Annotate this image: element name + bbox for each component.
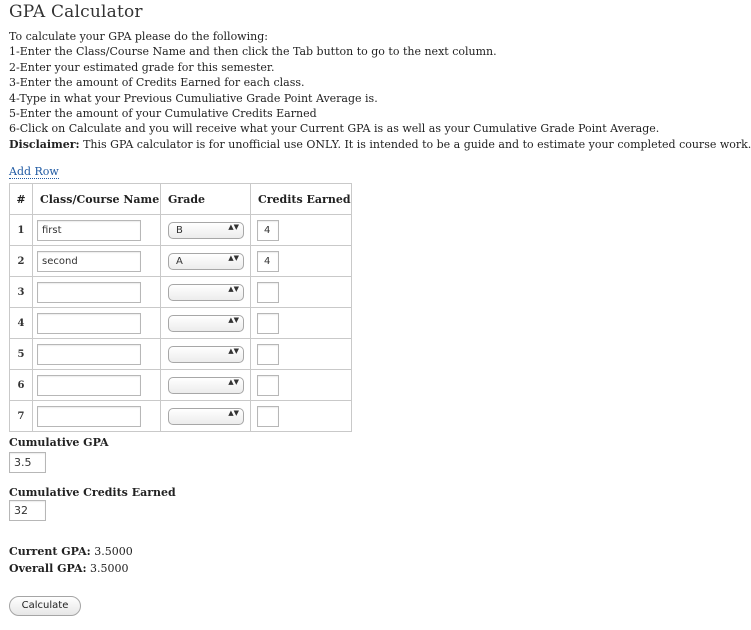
credits-input[interactable] bbox=[257, 375, 279, 396]
course-name-input[interactable] bbox=[37, 313, 141, 334]
course-name-input[interactable] bbox=[37, 344, 141, 365]
cumulative-credits-label: Cumulative Credits Earned bbox=[9, 486, 176, 499]
credits-input[interactable] bbox=[257, 220, 279, 241]
instructions bbox=[9, 29, 751, 152]
row-number: 2 bbox=[10, 246, 33, 277]
row-number: 3 bbox=[10, 277, 33, 308]
course-name-input[interactable] bbox=[37, 220, 141, 241]
row-number: 7 bbox=[10, 401, 33, 432]
grade-select[interactable] bbox=[168, 408, 244, 425]
credits-input[interactable] bbox=[257, 282, 279, 303]
select-arrows-icon: ▲▼ bbox=[228, 284, 239, 293]
credits-input[interactable] bbox=[257, 313, 279, 334]
grade-select[interactable] bbox=[168, 253, 244, 270]
select-arrows-icon: ▲▼ bbox=[228, 408, 239, 417]
current-gpa-value: 3.5000 bbox=[90, 545, 133, 558]
header-course-name: Class/Course Name bbox=[33, 184, 161, 215]
table-header-row bbox=[10, 184, 352, 215]
grade-select[interactable] bbox=[168, 377, 244, 394]
credits-input[interactable] bbox=[257, 251, 279, 272]
instruction-line: 3-Enter the amount of Credits Earned for each class. bbox=[9, 76, 305, 90]
add-row-link[interactable]: Add Row bbox=[9, 165, 59, 178]
header-grade: Grade bbox=[161, 184, 251, 215]
grade-value: A bbox=[176, 255, 183, 267]
disclaimer bbox=[9, 137, 751, 152]
cumulative-gpa-input[interactable] bbox=[9, 452, 46, 473]
grade-select[interactable] bbox=[168, 222, 244, 239]
cumulative-credits-input[interactable] bbox=[9, 500, 46, 521]
grade-select[interactable] bbox=[168, 315, 244, 332]
select-arrows-icon: ▲▼ bbox=[228, 377, 239, 386]
table-row bbox=[10, 370, 352, 401]
current-gpa-result bbox=[9, 545, 133, 558]
select-arrows-icon: ▲▼ bbox=[228, 222, 239, 231]
cumulative-gpa-label: Cumulative GPA bbox=[9, 436, 109, 449]
instruction-line: 1-Enter the Class/Course Name and then click the Tab button to go to the next column. bbox=[9, 45, 497, 59]
header-number: # bbox=[10, 184, 33, 215]
instruction-line: 2-Enter your estimated grade for this semester. bbox=[9, 60, 275, 74]
course-name-input[interactable] bbox=[37, 251, 141, 272]
table-row bbox=[10, 401, 352, 432]
grade-select[interactable] bbox=[168, 346, 244, 363]
course-name-input[interactable] bbox=[37, 375, 141, 396]
select-arrows-icon: ▲▼ bbox=[228, 253, 239, 262]
overall-gpa-result bbox=[9, 562, 129, 575]
overall-gpa-value: 3.5000 bbox=[86, 562, 129, 575]
course-name-input[interactable] bbox=[37, 282, 141, 303]
table-row bbox=[10, 339, 352, 370]
instruction-line: 6-Click on Calculate and you will receive what your Current GPA is as well as your Cumulative Grade Point Average. bbox=[9, 122, 660, 136]
instruction-line: 5-Enter the amount of your Cumulative Credits Earned bbox=[9, 107, 317, 121]
disclaimer-label: Disclaimer: bbox=[9, 137, 80, 151]
row-number: 6 bbox=[10, 370, 33, 401]
table-row bbox=[10, 215, 352, 246]
instruction-line: 4-Type in what your Previous Cumuliative Grade Point Average is. bbox=[9, 91, 378, 105]
course-name-input[interactable] bbox=[37, 406, 141, 427]
calculate-button[interactable]: Calculate bbox=[9, 596, 81, 616]
disclaimer-text: This GPA calculator is for unofficial use ONLY. It is intended to be a guide and to estimate your completed course work. bbox=[79, 137, 751, 151]
table-row bbox=[10, 308, 352, 339]
grade-value: B bbox=[176, 224, 183, 236]
overall-gpa-label: Overall GPA: bbox=[9, 562, 87, 575]
row-number: 4 bbox=[10, 308, 33, 339]
instruction-line: To calculate your GPA please do the following: bbox=[9, 30, 268, 43]
courses-table bbox=[9, 183, 352, 432]
current-gpa-label: Current GPA: bbox=[9, 545, 91, 558]
row-number: 5 bbox=[10, 339, 33, 370]
select-arrows-icon: ▲▼ bbox=[228, 315, 239, 324]
credits-input[interactable] bbox=[257, 344, 279, 365]
select-arrows-icon: ▲▼ bbox=[228, 346, 239, 355]
table-row bbox=[10, 277, 352, 308]
page-title: GPA Calculator bbox=[9, 2, 143, 22]
table-row bbox=[10, 246, 352, 277]
row-number: 1 bbox=[10, 215, 33, 246]
grade-select[interactable] bbox=[168, 284, 244, 301]
header-credits: Credits Earned bbox=[251, 184, 352, 215]
credits-input[interactable] bbox=[257, 406, 279, 427]
